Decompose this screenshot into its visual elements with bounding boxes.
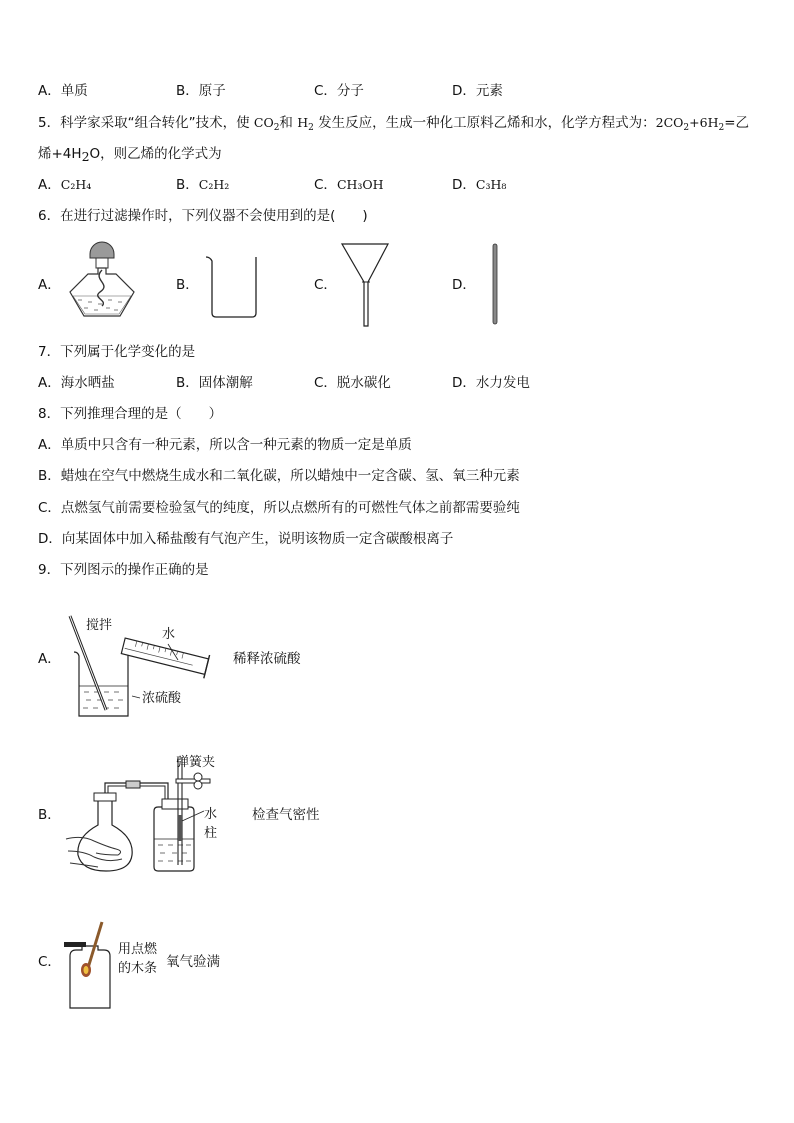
q8-option-b[interactable]: B．蜡烛在空气中燃烧生成水和二氧化碳，所以蜡烛中一定含碳、氢、氧三种元素 bbox=[38, 468, 520, 484]
q5-line1 bbox=[38, 114, 749, 132]
q5-option-c-formula: CH₃OH bbox=[336, 177, 384, 192]
q8-option-d[interactable]: D．向某固体中加入稀盐酸有气泡产生，说明该物质一定含碳酸根离子 bbox=[38, 531, 454, 547]
water-column-label-1: 水 bbox=[204, 807, 218, 822]
q9-option-c[interactable]: C． bbox=[38, 954, 61, 970]
oxygen-test-diagram bbox=[62, 920, 122, 1012]
q9-option-b[interactable]: B． bbox=[38, 807, 61, 823]
q5-option-b-formula: C₂H₂ bbox=[198, 177, 230, 192]
q5-co2: $CO_2$ bbox=[253, 115, 280, 133]
acid-label: 浓硫酸 bbox=[142, 691, 182, 706]
q4-option-a[interactable]: A．单质 bbox=[38, 83, 88, 99]
q5-option-c[interactable]: C．CH₃OH bbox=[314, 177, 384, 193]
q4-option-b[interactable]: B．原子 bbox=[176, 83, 226, 99]
q5-option-d-formula: C₃H₈ bbox=[475, 177, 507, 192]
q7-options bbox=[0, 374, 794, 394]
q5-h2: $H_2$ bbox=[297, 115, 314, 133]
q5-line2: 烯$+4H_2O$，则乙烯的化学式为 bbox=[38, 146, 222, 164]
q5-text-5: O，则乙烯的化学式为 bbox=[89, 146, 222, 162]
q5-eq-left: $2CO_2+6H_2$ bbox=[655, 115, 725, 133]
q4-options bbox=[0, 82, 794, 102]
q9-a-caption: 稀释浓硫酸 bbox=[233, 651, 301, 667]
stick-label-2: 的木条 bbox=[118, 961, 158, 976]
q6-option-b[interactable]: B． bbox=[176, 277, 199, 293]
q5-option-a-formula: C₂H₄ bbox=[60, 177, 92, 192]
q5-eq-right: =乙 bbox=[724, 115, 750, 131]
q5-text-3: 发生反应，生成一种化工原料乙烯和水，化学方程式为： bbox=[313, 115, 656, 131]
q5-option-a[interactable]: A．C₂H₄ bbox=[38, 177, 92, 193]
q8-option-c[interactable]: C．点燃氢气前需要检验氢气的纯度，所以点燃所有的可燃性气体之前都需要验纯 bbox=[38, 500, 520, 516]
stick-label-1: 用点燃 bbox=[118, 942, 158, 957]
q5-text-4: 烯+4H bbox=[38, 146, 82, 162]
q9-b-caption: 检查气密性 bbox=[252, 807, 320, 823]
alcohol-lamp-image bbox=[62, 240, 142, 320]
q7-option-c[interactable]: C．脱水碳化 bbox=[314, 375, 391, 391]
clamp-label: 弹簧夹 bbox=[176, 755, 216, 770]
q7-option-d[interactable]: D．水力发电 bbox=[452, 375, 530, 391]
funnel-image bbox=[340, 242, 390, 328]
water-label: 水 bbox=[162, 627, 176, 642]
q9-question: 9．下列图示的操作正确的是 bbox=[38, 562, 209, 578]
glass-rod-image bbox=[492, 243, 498, 325]
q4-option-d[interactable]: D．元素 bbox=[452, 83, 503, 99]
q5-option-b[interactable]: B．C₂H₂ bbox=[176, 177, 230, 193]
q6-option-a[interactable]: A． bbox=[38, 277, 61, 293]
q7-option-b[interactable]: B．固体潮解 bbox=[176, 375, 253, 391]
q5-options bbox=[0, 176, 794, 196]
q8-question: 8．下列推理合理的是（ ） bbox=[38, 406, 223, 422]
water-column-label-2: 柱 bbox=[204, 826, 218, 841]
q6-question: 6．在进行过滤操作时，下列仪器不会使用到的是( ) bbox=[38, 208, 368, 224]
q6-option-d[interactable]: D． bbox=[452, 277, 476, 293]
q4-option-c[interactable]: C．分子 bbox=[314, 83, 364, 99]
beaker-image bbox=[204, 255, 264, 319]
q5-text-2: 和 bbox=[279, 115, 298, 131]
q9-option-a[interactable]: A． bbox=[38, 651, 61, 667]
q5-text-1: 5．科学家采取“组合转化”技术，使 bbox=[38, 115, 254, 131]
stir-label: 搅拌 bbox=[86, 618, 113, 633]
q6-option-c[interactable]: C． bbox=[314, 277, 337, 293]
q7-question: 7．下列属于化学变化的是 bbox=[38, 344, 196, 360]
q5-option-d[interactable]: D．C₃H₈ bbox=[452, 177, 507, 193]
q9-c-caption: 氧气验满 bbox=[166, 954, 220, 970]
q7-option-a[interactable]: A．海水晒盐 bbox=[38, 375, 115, 391]
q8-option-a[interactable]: A．单质中只含有一种元素，所以含一种元素的物质一定是单质 bbox=[38, 437, 412, 453]
